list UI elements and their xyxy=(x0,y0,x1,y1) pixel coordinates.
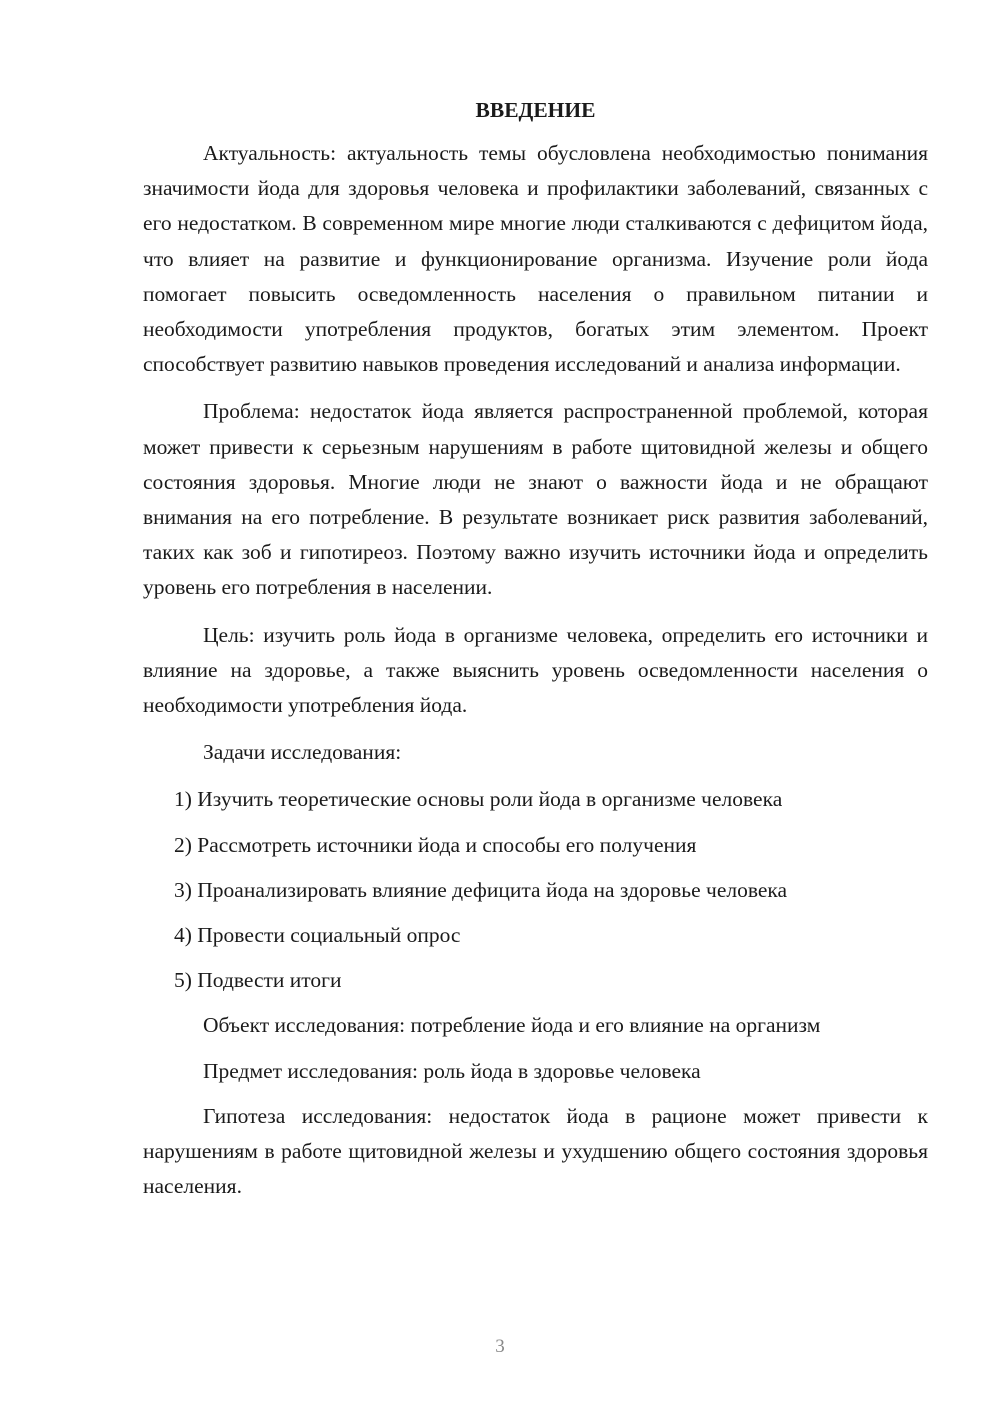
research-object: Объект исследования: потребление йода и его влияние на организм xyxy=(203,1013,821,1038)
goal-paragraph: Цель: изучить роль йода в организме человека, определить его источники и влияние на здоровье, а также выяснить уровень осведомленности населения о необходимости употребления йода. xyxy=(143,622,928,718)
task-item: 5) Подвести итоги xyxy=(174,968,342,993)
section-heading: ВВЕДЕНИЕ xyxy=(475,98,596,122)
tasks-title: Задачи исследования: xyxy=(203,740,402,765)
task-item: 2) Рассмотреть источники йода и способы его получения xyxy=(174,832,697,857)
relevance-paragraph: Актуальность: актуальность темы обусловлена необходимостью понимания значимости йода для здоровья человека и профилактики заболеваний, связанных с его недостатком. В современном мире многие люди сталкиваются с дефицитом йода, что влияет на развитие и функционирование организма. Изучение роли йода помогает повысить осведомленность населения о правильном питании и необходимости употребления продуктов, богатых этим элементом. Проект способствует развитию навыков проведения исследований и анализа информации. xyxy=(143,141,928,377)
problem-paragraph: Проблема: недостаток йода является распространенной проблемой, которая может привести к серьезным нарушениям в работе щитовидной железы и общего состояния здоровья. Многие люди не знают о важности йода и не обращают внимания на его потребление. В результате возникает риск развития заболеваний, таких как зоб и гипотиреоз. Поэтому важно изучить источники йода и определить уровень его потребления в населении. xyxy=(143,399,928,600)
tasks-list xyxy=(143,782,928,998)
hypothesis-paragraph: Гипотеза исследования: недостаток йода в рационе может привести к нарушениям в работе щитовидной железы и ухудшению общего состояния здоровья населения. xyxy=(143,1103,928,1199)
task-item: 3) Проанализировать влияние дефицита йода на здоровье человека xyxy=(174,877,788,902)
page-content xyxy=(143,96,928,1216)
page-number: 3 xyxy=(495,1336,505,1357)
task-item: 4) Провести социальный опрос xyxy=(174,923,461,948)
task-item: 1) Изучить теоретические основы роли йода в организме человека xyxy=(174,787,783,812)
research-subject: Предмет исследования: роль йода в здоровье человека xyxy=(203,1058,701,1083)
